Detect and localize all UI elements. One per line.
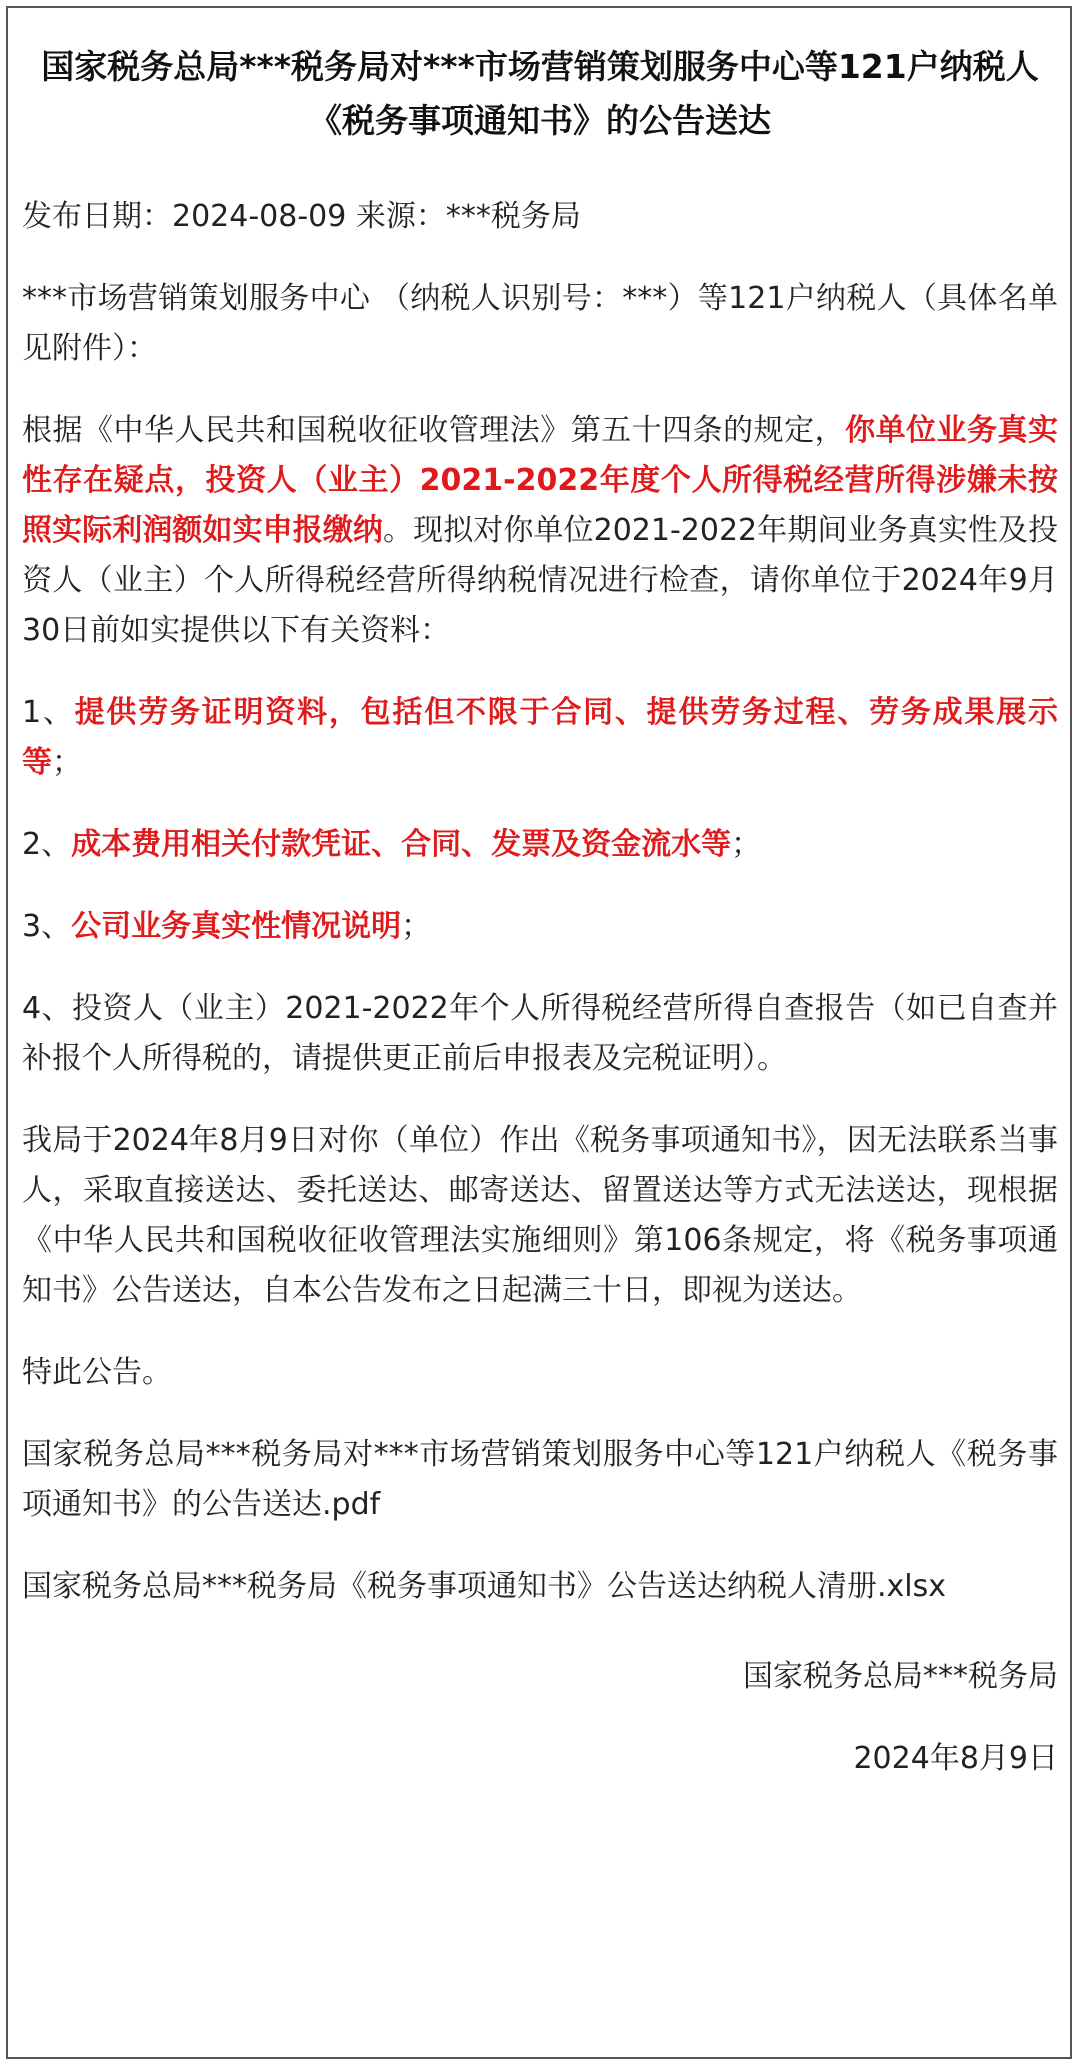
body-1-text-a: 根据《中华人民共和国税收征收管理法》第五十四条的规定， <box>22 413 846 448</box>
list-item-number: 4、 <box>22 991 73 1026</box>
notice-content <box>22 40 1058 1816</box>
notice-date: 2024年8月9日 <box>853 1741 1058 1776</box>
notice-body-2: 我局于2024年8月9日对你（单位）作出《税务事项通知书》，因无法联系当事人，采取直接送达、委托送达、邮寄送达、留置送达等方式无法送达，现根据《中华人民共和国税收征收管理法实施细则》第106条规定，将《税务事项通知书》公告送达，自本公告发布之日起满三十日，即视为送达。 <box>22 1123 1058 1308</box>
list-item-4 <box>22 984 1058 1084</box>
notice-addressee: ***市场营销策划服务中心 （纳税人识别号：***）等121户纳税人（具体名单见附件）： <box>22 281 1058 366</box>
notice-closing: 特此公告。 <box>22 1355 172 1390</box>
list-item-highlight: 成本费用相关付款凭证、合同、发票及资金流水等 <box>71 827 732 862</box>
notice-title: 国家税务总局***税务局对***市场营销策划服务中心等121户纳税人《税务事项通知书》的公告送达 <box>41 47 1039 140</box>
list-item-tail: ； <box>401 909 432 944</box>
attachment-xlsx-link[interactable]: 国家税务总局***税务局《税务事项通知书》公告送达纳税人清册.xlsx <box>22 1569 947 1604</box>
list-item-tail: 投资人（业主）2021-2022年个人所得税经营所得自查报告（如已自查并补报个人所得税的，请提供更正前后申报表及完税证明）。 <box>22 991 1058 1076</box>
attachment-pdf-link[interactable]: 国家税务总局***税务局对***市场营销策划服务中心等121户纳税人《税务事项通知书》的公告送达.pdf <box>22 1437 1058 1522</box>
notice-body-1 <box>22 406 1058 656</box>
notice-meta: 发布日期：2024-08-09 来源：***税务局 <box>22 199 581 234</box>
body-1-highlight: 你单位业务真实性存在疑点，投资人（业主）2021-2022年度个人所得税经营所得涉嫌未按照实际利润额如实申报缴纳 <box>22 413 1059 548</box>
list-item-1 <box>22 688 1058 788</box>
list-item-number: 3、 <box>22 909 72 944</box>
notice-signature: 国家税务总局***税务局 <box>743 1659 1058 1694</box>
list-item-highlight: 公司业务真实性情况说明 <box>71 909 402 944</box>
list-item-tail: ； <box>731 827 762 862</box>
body-1-text-b: 。现拟对你单位2021-2022年期间业务真实性及投资人（业主）个人所得税经营所得纳税情况进行检查，请你单位于2024年9月30日前如实提供以下有关资料： <box>22 513 1058 648</box>
list-item-highlight: 提供劳务证明资料，包括但不限于合同、提供劳务过程、劳务成果展示等 <box>22 695 1059 780</box>
list-item-number: 1、 <box>22 695 75 730</box>
list-item-tail: ； <box>52 745 82 780</box>
list-item-number: 2、 <box>22 827 72 862</box>
list-item-3 <box>22 902 1058 952</box>
list-item-2 <box>22 820 1058 870</box>
